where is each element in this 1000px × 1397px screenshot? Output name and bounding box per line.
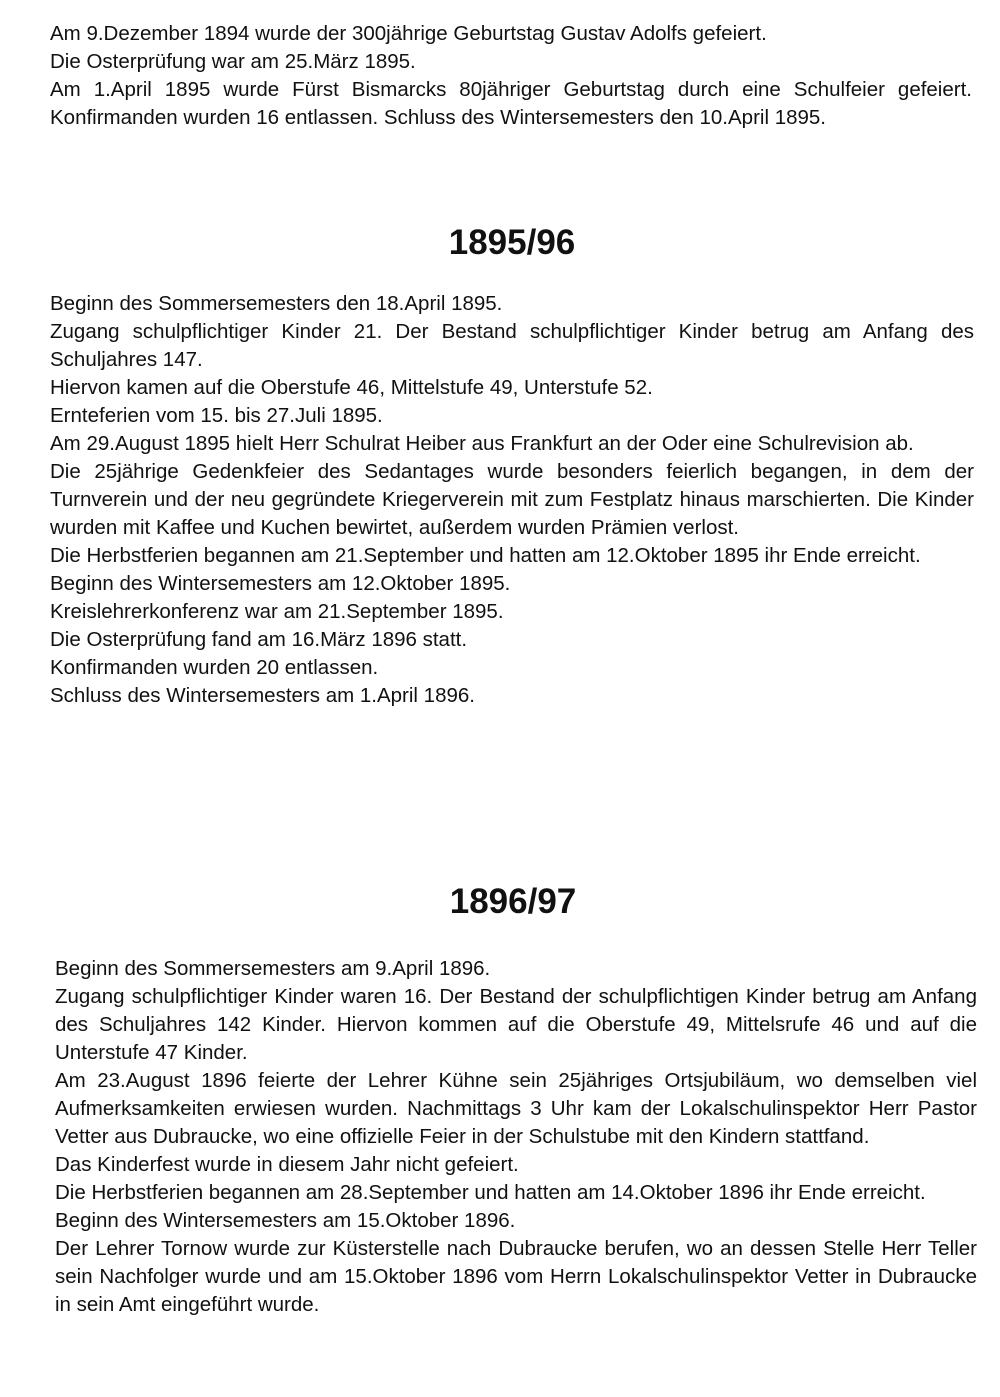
paragraph: Am 1.April 1895 wurde Fürst Bismarcks 80jähriger Geburtstag durch eine Schulfeier gefeiert. Konfirmanden wurden 16 entlassen. Schluss des Wintersemesters den 10.April 1895.	[50, 78, 972, 129]
paragraph: Hiervon kamen auf die Oberstufe 46, Mittelstufe 49, Unterstufe 52.	[50, 376, 653, 399]
section-heading-1896-97: 1896/97	[449, 882, 577, 921]
paragraph: Ernteferien vom 15. bis 27.Juli 1895.	[50, 404, 383, 427]
section-1895-96-text	[50, 290, 974, 710]
paragraph: Schluss des Wintersemesters am 1.April 1896.	[50, 684, 475, 707]
paragraph: Die Osterprüfung fand am 16.März 1896 statt.	[50, 628, 468, 651]
paragraph: Die Osterprüfung war am 25.März 1895.	[50, 50, 416, 73]
section-1896-97-text	[55, 955, 977, 1319]
paragraph: Die Herbstferien begannen am 28.September und hatten am 14.Oktober 1896 ihr Ende erreicht.	[55, 1181, 926, 1204]
section-heading-1895-96: 1895/96	[448, 223, 576, 262]
paragraph: Die Herbstferien begannen am 21.September und hatten am 12.Oktober 1895 ihr Ende erreicht.	[50, 544, 921, 567]
intro-text-block	[50, 20, 972, 132]
paragraph: Der Lehrer Tornow wurde zur Küsterstelle nach Dubraucke berufen, wo an dessen Stelle Herr Teller sein Nachfolger wurde und am 15.Oktober 1896 vom Herrn Lokalschulinspektor Vetter in Dubraucke in sein Amt eingeführt wurde.	[55, 1237, 977, 1316]
paragraph: Am 23.August 1896 feierte der Lehrer Kühne sein 25jähriges Ortsjubiläum, wo demselben viel Aufmerksamkeiten erwiesen wurden. Nachmittags 3 Uhr kam der Lokalschulinspektor Herr Pastor Vetter aus Dubraucke, wo eine offizielle Feier in der Schulstube mit den Kindern stattfand.	[55, 1069, 977, 1148]
paragraph: Konfirmanden wurden 20 entlassen.	[50, 656, 379, 679]
paragraph: Am 9.Dezember 1894 wurde der 300jährige Geburtstag Gustav Adolfs gefeiert.	[50, 22, 767, 45]
paragraph: Beginn des Sommersemesters den 18.April 1895.	[50, 292, 503, 315]
paragraph: Das Kinderfest wurde in diesem Jahr nicht gefeiert.	[55, 1153, 519, 1176]
paragraph: Zugang schulpflichtiger Kinder waren 16. Der Bestand der schulpflichtigen Kinder betrug am Anfang des Schuljahres 142 Kinder. Hiervon kommen auf die Oberstufe 49, Mittelsrufe 46 und auf die Unterstufe 47 Kinder.	[55, 985, 977, 1064]
paragraph: Am 29.August 1895 hielt Herr Schulrat Heiber aus Frankfurt an der Oder eine Schulrevision ab.	[50, 432, 914, 455]
paragraph: Beginn des Wintersemesters am 15.Oktober 1896.	[55, 1209, 516, 1232]
paragraph: Die 25jährige Gedenkfeier des Sedantages wurde besonders feierlich begangen, in dem der Turnverein und der neu gegründete Kriegerverein mit zum Festplatz hinaus marschierten. Die Kinder wurden mit Kaffee und Kuchen bewirtet, außerdem wurden Prämien verlost.	[50, 460, 974, 539]
paragraph: Kreislehrerkonferenz war am 21.September 1895.	[50, 600, 504, 623]
paragraph: Zugang schulpflichtiger Kinder 21. Der Bestand schulpflichtiger Kinder betrug am Anfang des Schuljahres 147.	[50, 320, 974, 371]
paragraph: Beginn des Wintersemesters am 12.Oktober 1895.	[50, 572, 511, 595]
paragraph: Beginn des Sommersemesters am 9.April 1896.	[55, 957, 491, 980]
